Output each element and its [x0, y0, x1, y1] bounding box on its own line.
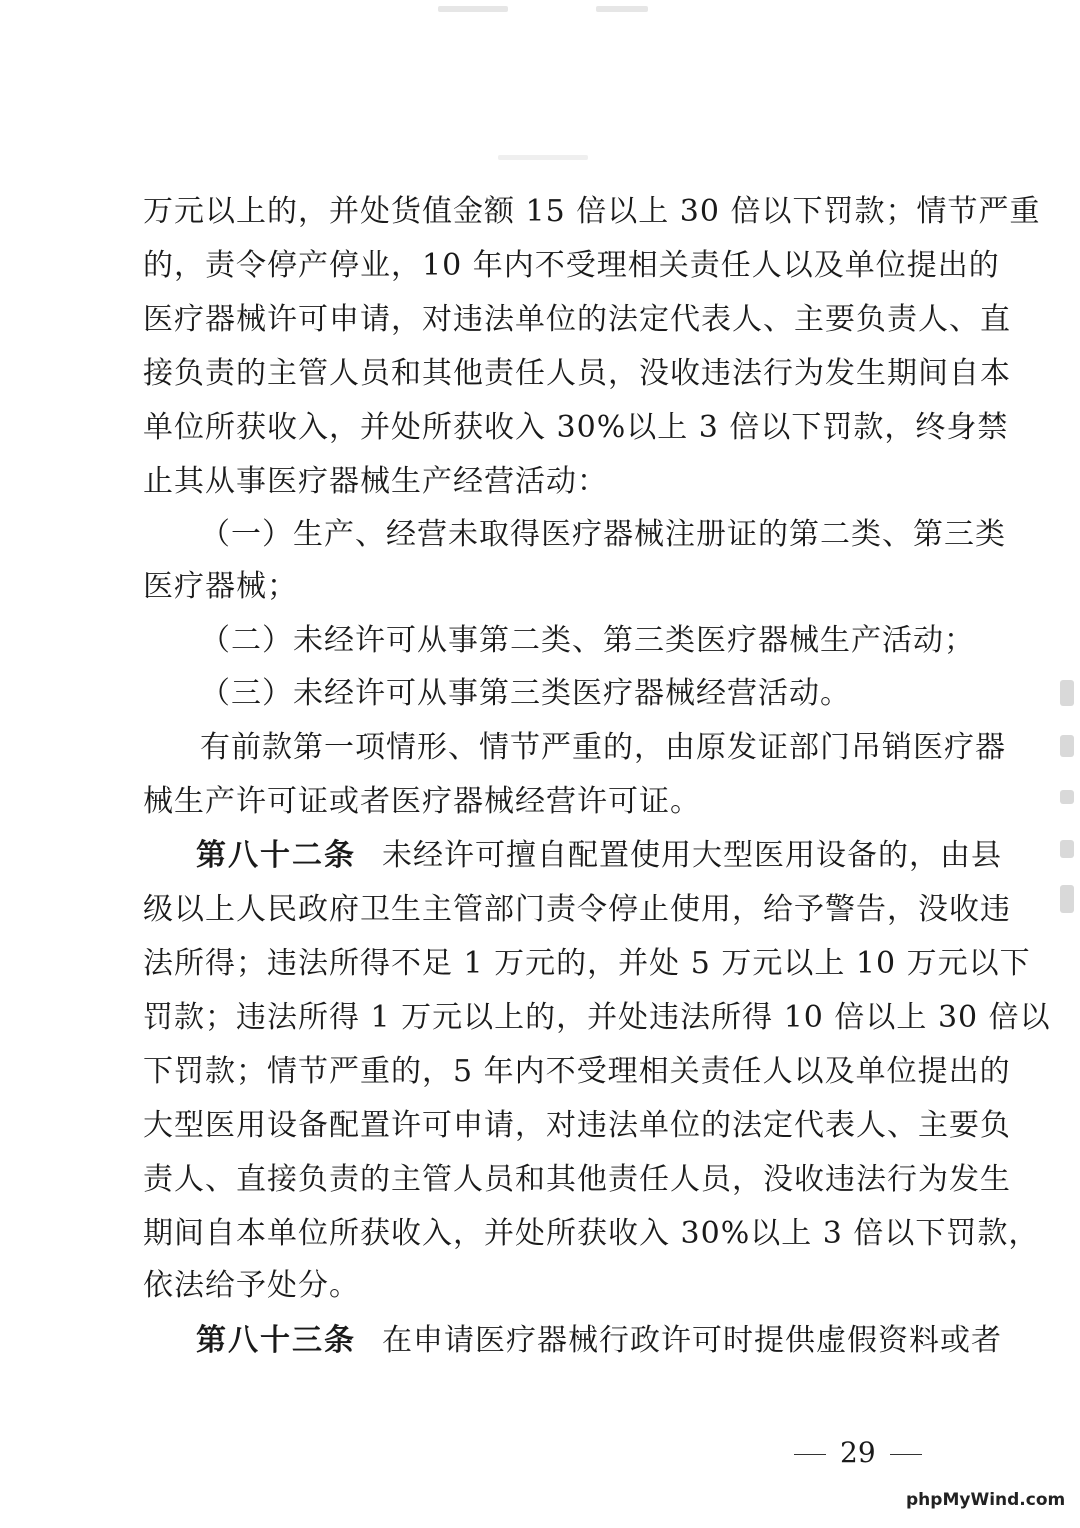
edge-mark	[1060, 735, 1074, 757]
body-line: 止其从事医疗器械生产经营活动：	[143, 464, 608, 499]
article-82-heading: 第八十二条	[196, 838, 356, 873]
item-one-line: （一）生产、经营未取得医疗器械注册证的第二类、第三类	[200, 517, 1006, 552]
body-line: 依法给予处分。	[143, 1268, 360, 1303]
page-number-dash	[890, 1454, 922, 1455]
edge-mark	[1060, 680, 1074, 706]
scan-smudge	[596, 6, 648, 12]
body-line: 下罚款；情节严重的，5 年内不受理相关责任人以及单位提出的	[143, 1054, 1011, 1089]
body-line: 级以上人民政府卫生主管部门责令停止使用，给予警告，没收违	[143, 892, 1011, 927]
item-two-line: （二）未经许可从事第二类、第三类医疗器械生产活动；	[200, 623, 975, 658]
body-line: 医疗器械许可申请，对违法单位的法定代表人、主要负责人、直	[143, 302, 1011, 337]
body-line: 万元以上的，并处货值金额 15 倍以上 30 倍以下罚款；情节严重	[143, 194, 1041, 229]
article-83-text: 在申请医疗器械行政许可时提供虚假资料或者	[382, 1323, 1002, 1358]
article-83-first-line	[196, 1321, 1002, 1361]
scan-smudge	[498, 155, 588, 160]
edge-mark	[1060, 840, 1074, 858]
article-82-text: 未经许可擅自配置使用大型医用设备的，由县	[382, 838, 1002, 873]
paragraph-line: 有前款第一项情形、情节严重的，由原发证部门吊销医疗器	[200, 730, 1006, 765]
body-line: 法所得；违法所得不足 1 万元的，并处 5 万元以上 10 万元以下	[143, 946, 1031, 981]
article-83-heading: 第八十三条	[196, 1323, 356, 1358]
watermark: phpMyWind.com	[906, 1490, 1066, 1510]
body-line: 责人、直接负责的主管人员和其他责任人员，没收违法行为发生	[143, 1162, 1011, 1197]
item-one-line: 医疗器械；	[143, 569, 298, 604]
body-line: 大型医用设备配置许可申请，对违法单位的法定代表人、主要负	[143, 1108, 1011, 1143]
page-number-value: 29	[840, 1436, 876, 1469]
page-number-dash	[794, 1454, 826, 1455]
scan-smudge	[438, 6, 508, 12]
body-line: 单位所获收入，并处所获收入 30%以上 3 倍以下罚款，终身禁	[143, 410, 1009, 445]
body-line: 期间自本单位所获收入，并处所获收入 30%以上 3 倍以下罚款，	[143, 1216, 1040, 1251]
body-line: 罚款；违法所得 1 万元以上的，并处违法所得 10 倍以上 30 倍以	[143, 1000, 1051, 1035]
paragraph-line: 械生产许可证或者医疗器械经营许可证。	[143, 784, 701, 819]
edge-mark	[1060, 885, 1074, 913]
body-line: 的，责令停产停业，10 年内不受理相关责任人以及单位提出的	[143, 248, 1000, 283]
body-line: 接负责的主管人员和其他责任人员，没收违法行为发生期间自本	[143, 356, 1011, 391]
article-82-first-line	[196, 836, 1002, 876]
edge-mark	[1060, 790, 1074, 804]
item-three-line: （三）未经许可从事第三类医疗器械经营活动。	[200, 676, 851, 711]
page-number	[780, 1435, 910, 1471]
